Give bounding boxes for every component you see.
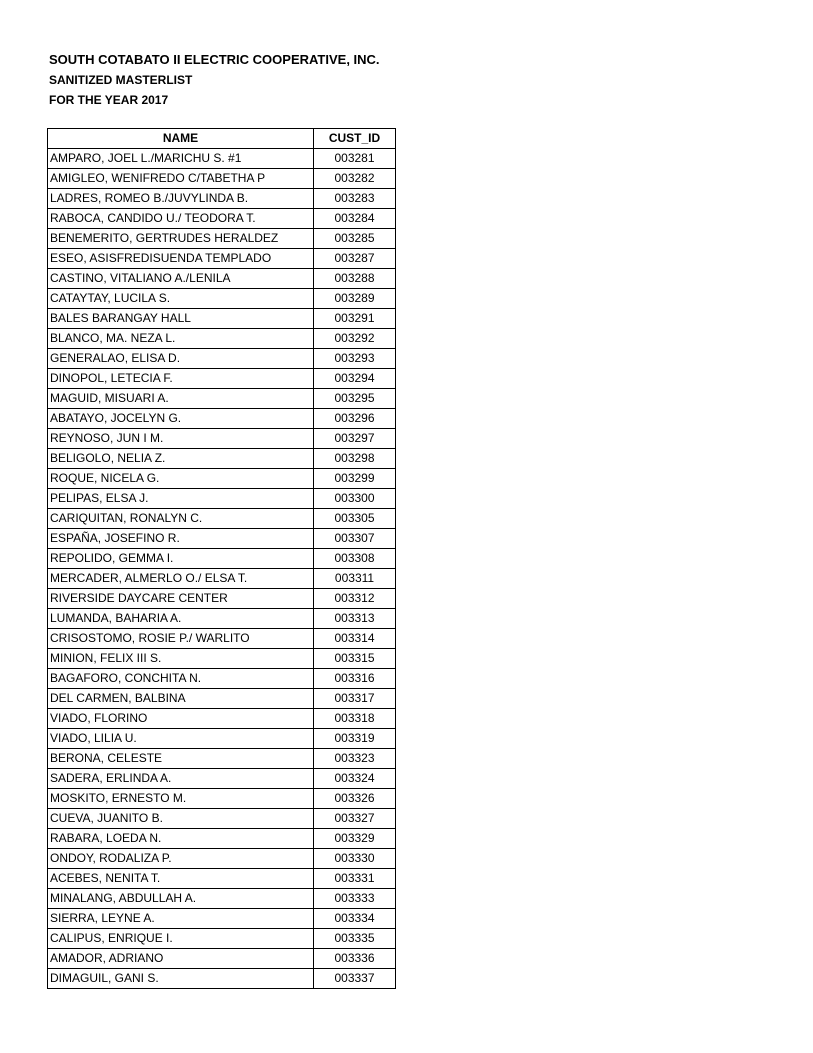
customer-id-cell: 003317 (314, 689, 396, 709)
customer-id-cell: 003330 (314, 849, 396, 869)
customer-name-cell: ABATAYO, JOCELYN G. (48, 409, 314, 429)
customer-id-cell: 003298 (314, 449, 396, 469)
customer-id-cell: 003295 (314, 389, 396, 409)
customer-name-cell: CASTINO, VITALIANO A./LENILA (48, 269, 314, 289)
customer-id-cell: 003312 (314, 589, 396, 609)
customer-id-cell: 003326 (314, 789, 396, 809)
table-row (48, 349, 396, 369)
table-row (48, 929, 396, 949)
customer-name-cell: CRISOSTOMO, ROSIE P./ WARLITO (48, 629, 314, 649)
customer-name-cell: ACEBES, NENITA T. (48, 869, 314, 889)
customer-name-cell: MAGUID, MISUARI A. (48, 389, 314, 409)
customer-name-cell: RABOCA, CANDIDO U./ TEODORA T. (48, 209, 314, 229)
customer-name-cell: ESPAÑA, JOSEFINO R. (48, 529, 314, 549)
customer-name-cell: ROQUE, NICELA G. (48, 469, 314, 489)
customer-name-cell: SIERRA, LEYNE A. (48, 909, 314, 929)
customer-id-cell: 003289 (314, 289, 396, 309)
customer-id-cell: 003324 (314, 769, 396, 789)
table-row (48, 729, 396, 749)
customer-name-cell: AMIGLEO, WENIFREDO C/TABETHA P (48, 169, 314, 189)
table-row (48, 329, 396, 349)
customer-id-cell: 003334 (314, 909, 396, 929)
table-row (48, 949, 396, 969)
table-row (48, 309, 396, 329)
table-row (48, 369, 396, 389)
customer-id-cell: 003287 (314, 249, 396, 269)
table-row (48, 769, 396, 789)
table-row (48, 709, 396, 729)
table-row (48, 469, 396, 489)
customer-id-cell: 003308 (314, 549, 396, 569)
table-row (48, 509, 396, 529)
customer-name-cell: DINOPOL, LETECIA F. (48, 369, 314, 389)
customer-id-cell: 003318 (314, 709, 396, 729)
table-row (48, 549, 396, 569)
customer-name-cell: MINALANG, ABDULLAH A. (48, 889, 314, 909)
customer-name-cell: MERCADER, ALMERLO O./ ELSA T. (48, 569, 314, 589)
year-line: FOR THE YEAR 2017 (49, 93, 169, 107)
customer-id-cell: 003331 (314, 869, 396, 889)
table-row (48, 789, 396, 809)
customer-id-cell: 003314 (314, 629, 396, 649)
company-title: SOUTH COTABATO II ELECTRIC COOPERATIVE, INC. (49, 52, 380, 67)
customer-id-cell: 003284 (314, 209, 396, 229)
customer-id-cell: 003305 (314, 509, 396, 529)
table-row (48, 669, 396, 689)
table-row (48, 969, 396, 989)
customer-name-cell: REPOLIDO, GEMMA I. (48, 549, 314, 569)
customer-name-cell: AMPARO, JOEL L./MARICHU S. #1 (48, 149, 314, 169)
customer-id-cell: 003283 (314, 189, 396, 209)
customer-name-cell: ESEO, ASISFREDISUENDA TEMPLADO (48, 249, 314, 269)
table-row (48, 189, 396, 209)
customer-id-cell: 003294 (314, 369, 396, 389)
customer-name-cell: REYNOSO, JUN I M. (48, 429, 314, 449)
table-row (48, 689, 396, 709)
customer-id-cell: 003299 (314, 469, 396, 489)
customer-name-cell: LUMANDA, BAHARIA A. (48, 609, 314, 629)
customer-name-cell: DEL CARMEN, BALBINA (48, 689, 314, 709)
document-subtitle: SANITIZED MASTERLIST (49, 73, 193, 87)
customer-name-cell: BAGAFORO, CONCHITA N. (48, 669, 314, 689)
customer-id-cell: 003285 (314, 229, 396, 249)
table-row (48, 209, 396, 229)
customer-name-cell: ONDOY, RODALIZA P. (48, 849, 314, 869)
customer-id-cell: 003292 (314, 329, 396, 349)
table-row (48, 629, 396, 649)
customer-name-cell: CARIQUITAN, RONALYN C. (48, 509, 314, 529)
customer-id-cell: 003329 (314, 829, 396, 849)
customer-name-cell: CALIPUS, ENRIQUE I. (48, 929, 314, 949)
customer-id-cell: 003315 (314, 649, 396, 669)
document-header (49, 50, 380, 110)
table-row (48, 889, 396, 909)
customer-name-cell: AMADOR, ADRIANO (48, 949, 314, 969)
table-row (48, 589, 396, 609)
table-row (48, 149, 396, 169)
table-row (48, 849, 396, 869)
table-row (48, 229, 396, 249)
table-row (48, 249, 396, 269)
customer-name-cell: MINION, FELIX III S. (48, 649, 314, 669)
table-row (48, 289, 396, 309)
customer-id-cell: 003296 (314, 409, 396, 429)
customer-id-cell: 003335 (314, 929, 396, 949)
customer-name-cell: MOSKITO, ERNESTO M. (48, 789, 314, 809)
customer-id-cell: 003323 (314, 749, 396, 769)
customer-name-cell: VIADO, LILIA U. (48, 729, 314, 749)
table-row (48, 389, 396, 409)
customer-id-cell: 003288 (314, 269, 396, 289)
table-row (48, 569, 396, 589)
customer-id-cell: 003333 (314, 889, 396, 909)
customer-id-cell: 003337 (314, 969, 396, 989)
customer-name-cell: LADRES, ROMEO B./JUVYLINDA B. (48, 189, 314, 209)
customer-id-cell: 003282 (314, 169, 396, 189)
customer-name-cell: DIMAGUIL, GANI S. (48, 969, 314, 989)
table-row (48, 169, 396, 189)
masterlist-table (47, 128, 396, 989)
customer-id-cell: 003316 (314, 669, 396, 689)
table-row (48, 489, 396, 509)
customer-name-cell: CATAYTAY, LUCILA S. (48, 289, 314, 309)
customer-name-cell: RIVERSIDE DAYCARE CENTER (48, 589, 314, 609)
customer-name-cell: RABARA, LOEDA N. (48, 829, 314, 849)
customer-name-cell: GENERALAO, ELISA D. (48, 349, 314, 369)
customer-id-cell: 003327 (314, 809, 396, 829)
customer-name-cell: BALES BARANGAY HALL (48, 309, 314, 329)
table-row (48, 529, 396, 549)
table-row (48, 809, 396, 829)
column-header-cust-id: CUST_ID (314, 129, 396, 149)
customer-name-cell: BERONA, CELESTE (48, 749, 314, 769)
table-row (48, 409, 396, 429)
customer-id-cell: 003281 (314, 149, 396, 169)
customer-id-cell: 003293 (314, 349, 396, 369)
customer-name-cell: BENEMERITO, GERTRUDES HERALDEZ (48, 229, 314, 249)
column-header-name: NAME (48, 129, 314, 149)
customer-name-cell: BLANCO, MA. NEZA L. (48, 329, 314, 349)
customer-id-cell: 003300 (314, 489, 396, 509)
customer-id-cell: 003297 (314, 429, 396, 449)
customer-id-cell: 003307 (314, 529, 396, 549)
customer-name-cell: CUEVA, JUANITO B. (48, 809, 314, 829)
table-header-row (48, 129, 396, 149)
customer-name-cell: BELIGOLO, NELIA Z. (48, 449, 314, 469)
table-row (48, 269, 396, 289)
table-row (48, 649, 396, 669)
table-row (48, 449, 396, 469)
customer-id-cell: 003319 (314, 729, 396, 749)
table-body (48, 149, 396, 989)
table-row (48, 429, 396, 449)
table-row (48, 829, 396, 849)
customer-name-cell: SADERA, ERLINDA A. (48, 769, 314, 789)
customer-id-cell: 003313 (314, 609, 396, 629)
table-row (48, 749, 396, 769)
table-row (48, 869, 396, 889)
customer-id-cell: 003311 (314, 569, 396, 589)
customer-name-cell: VIADO, FLORINO (48, 709, 314, 729)
table-row (48, 609, 396, 629)
customer-name-cell: PELIPAS, ELSA J. (48, 489, 314, 509)
table-row (48, 909, 396, 929)
customer-id-cell: 003291 (314, 309, 396, 329)
customer-id-cell: 003336 (314, 949, 396, 969)
